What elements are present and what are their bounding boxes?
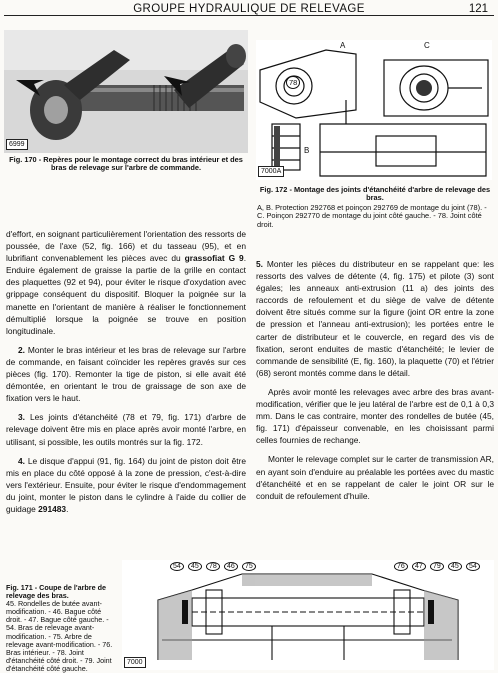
callout-76: 76 — [394, 562, 408, 571]
figure-171-drawing — [122, 560, 494, 670]
paragraph-2-text: Monter le bras intérieur et les bras de relevage sur l'arbre de commande, en faisant coïncider les repères gravés sur ces pièces (fig. 170). Remonter la tige de piston, si elle avait été démontée, en orientant le trou de graissage de son axe de fixation vers le haut. — [6, 344, 246, 404]
figure-171-illustration — [122, 560, 494, 670]
step-5-number: 5. — [256, 259, 263, 269]
paragraph-7: Monter le relevage complet sur le carter de transmission AR, en ayant soin d'enduire au préalable les portées avec du mastic d'étanchéité et en se rappelant de caler le joint OR sur le conduit de refoulement d'huile. — [256, 454, 494, 501]
figure-171-caption-title: Fig. 171 - Coupe de l'arbre de relevage des bras. — [6, 583, 106, 601]
paragraph-5-text: Monter les pièces du distributeur en se rappelant que: les ressorts des valves de détente (4, fig. 175) et pilote (3) sont égales; les anneaux anti-extrusion (11 a) des joints des raccords de refoulement et du siège de valve de détente doivent être situés comme sur la figure (joint OR entre la zone de pression et l'anneau anti-extrusion); les portées entre le carter de distributeur et le couvercle, en regard des vis de fixation, seront enduites de mastic d'étanchéité; le levier de commande de sensibilité (E, fig. 160), la plaquette (70) et l'étrier (68) seront montés comme dans le détail. — [256, 259, 494, 378]
callout-45-right: 45 — [448, 562, 462, 571]
product-name: grassofiat G 9 — [184, 253, 244, 264]
figure-170-photo — [4, 30, 248, 153]
callout-78: 78 — [206, 562, 220, 571]
figure-172-caption-body: A, B. Protection 292768 et poinçon 292769 de montage du joint (78). - C. Poinçon 292770 de montage du joint côté gauche. - 78. Joint côté droit. — [257, 202, 487, 229]
step-3-number: 3. — [18, 412, 25, 423]
left-column — [6, 228, 246, 522]
callout-45-left: 45 — [188, 562, 202, 571]
paragraph-3 — [6, 411, 246, 447]
paragraph-2 — [6, 344, 246, 404]
paragraph-6: Après avoir monté les relevages avec arbre des bras avant-modification, vérifier que le jeu latéral de l'arbre est de 0,1 à 0,3 mm. Dans le cas contraire, monter des rondelles de butée (45, fig. 171) d'épaisseur convenable, en les choisissant parmi celles fournies de rechange. — [256, 386, 494, 446]
callout-54-left: 54 — [170, 562, 184, 571]
tool-reference: 291483 — [38, 503, 67, 514]
callout-46: 46 — [224, 562, 238, 571]
label-b: B — [304, 146, 310, 155]
figure-170-caption: Fig. 170 - Repères pour le montage correct du bras intérieur et des bras de relevage sur l'arbre de commande. — [9, 155, 243, 173]
page-number: 121 — [468, 3, 488, 15]
label-a: A — [340, 41, 346, 50]
callout-75: 75 — [242, 562, 256, 571]
paragraph-4-text-b: . — [66, 503, 69, 514]
paragraph-1-text-a: d'effort, en soignant particulièrement l'orientation des ressorts de poussée, de l'axe (52, fig. 166) et du tasseau (95), et en lubrifiant convenablement les pièces avec du — [6, 229, 246, 264]
callout-54-right: 54 — [466, 562, 480, 571]
step-2-number: 2. — [18, 344, 25, 355]
paragraph-4-text-a: Le disque d'appui (91, fig. 164) du joint de piston doit être mis en place du côté opposé à la zone de pression, c'est-à-dire vers l'extérieur. Ensuite, pour éviter le risque d'endommagement du joint, monter le piston dans le cylindre à l'aide du collier de guidage — [6, 455, 247, 514]
right-column — [256, 258, 494, 509]
header-rule — [4, 15, 494, 16]
step-4-number: 4. — [18, 455, 25, 466]
figure-170-code: 6999 — [6, 139, 28, 150]
figure-171-caption — [6, 584, 116, 673]
figure-171-code: 7000 — [124, 657, 146, 668]
figure-172-drawing — [256, 40, 492, 180]
figure-171-caption-body: 45. Rondelles de butée avant-modification. - 46. Bague côté droit. - 47. Bague côté gauche. - 54. Bras de relevage avant-modification. - 75. Arbre de relevage avant-modification. - 76. Bras intérieur. - 78. Joint d'étanchéité côté droit. - 79. Joint d'étanchéité côté gauche. — [6, 599, 113, 673]
paragraph-5 — [256, 258, 494, 379]
callout-47: 47 — [412, 562, 426, 571]
figure-172-code: 7000A — [258, 166, 284, 177]
page-header — [0, 0, 498, 24]
paragraph-4 — [6, 455, 246, 515]
paragraph-1-text-b: . Enduire également de graisse la partie de la grille en contact des plaquettes (92 et 94), pour éviter le risque d'oxydation avec grippage conséquent du dispositif. Bloquer la poignée sur la manette en l'orientant de manière à réaliser le fonctionnement démultiplié lorsque la poignée se trouve en position longitudinale. — [6, 253, 247, 336]
callout-79: 79 — [430, 562, 444, 571]
figure-172-caption — [257, 186, 493, 229]
paragraph-1 — [6, 228, 246, 337]
figure-170-illustration — [4, 30, 248, 153]
figure-172-illustration — [256, 40, 492, 180]
label-c: C — [424, 41, 430, 50]
paragraph-3-text: Les joints d'étanchéité (78 et 79, fig. 171) d'arbre de relevage doivent être mis en place après avoir monté l'arbre, en utilisant, si possible, les outils montrés sur la fig. 172. — [6, 412, 246, 447]
figure-172-caption-title: Fig. 172 - Montage des joints d'étanchéité d'arbre de relevage des bras. — [259, 185, 491, 203]
label-78: 78 — [286, 76, 300, 89]
header-title: GROUPE HYDRAULIQUE DE RELEVAGE — [133, 3, 365, 15]
